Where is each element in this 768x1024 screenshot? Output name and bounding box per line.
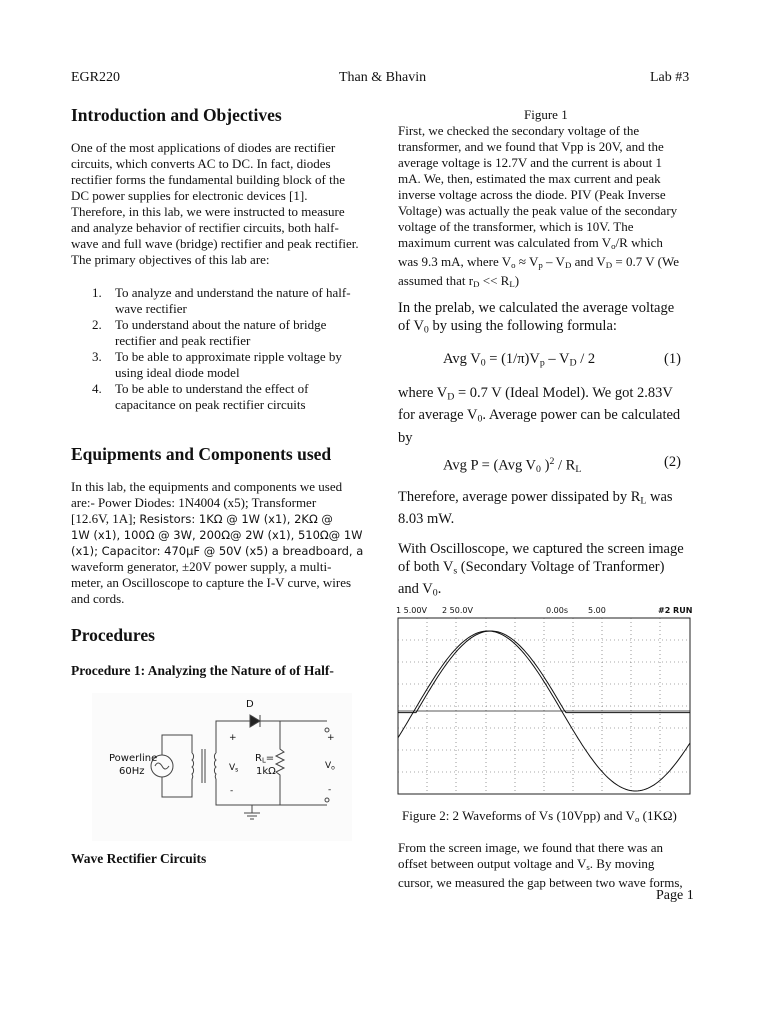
p1-line bbox=[398, 273, 698, 292]
t: / 2 bbox=[576, 351, 596, 367]
vs-label bbox=[229, 763, 238, 774]
procedure1-title: Procedure 1: Analyzing the Nature of of Half- bbox=[71, 663, 334, 678]
objectives-list bbox=[71, 285, 381, 413]
t: offset between output voltage and V bbox=[398, 856, 587, 871]
t: for average V bbox=[398, 407, 478, 424]
header-authors: Than & Bhavin bbox=[339, 70, 427, 85]
t: (Secondary Voltage of Tranformer) bbox=[457, 559, 665, 575]
half-wave-rectifier-circuit bbox=[92, 693, 352, 841]
s: p bbox=[539, 357, 545, 369]
p5-line: With Oscilloscope, we captured the screen image bbox=[398, 541, 684, 557]
objective-item bbox=[71, 381, 381, 413]
t: – V bbox=[542, 254, 565, 270]
equipment-line: waveform generator, ±20V power supply, a multi- bbox=[71, 559, 332, 574]
s: 0 bbox=[480, 357, 486, 369]
rl-text: R bbox=[255, 753, 262, 764]
t: and V bbox=[398, 581, 433, 598]
t: was 9.3 mA, where V bbox=[398, 254, 512, 270]
oscilloscope-screenshot bbox=[396, 606, 696, 796]
t: Therefore, average power dissipated by R bbox=[398, 489, 641, 505]
objective-text: To be able to understand the effect of bbox=[115, 381, 309, 396]
equipment-line: meter, an Oscilloscope to capture the I-V curve, wires bbox=[71, 575, 352, 590]
t: ≈ V bbox=[515, 254, 539, 270]
intro-line: rectifier forms the fundamental building block of the bbox=[71, 172, 345, 187]
equipment-title: Equipments and Components used bbox=[71, 444, 332, 464]
p1-line: transformer, and we found that Vpp is 20V, and the bbox=[398, 139, 664, 154]
p3-line bbox=[398, 406, 708, 428]
equipment-line: are:- Power Diodes: 1N4004 (x5); Transformer bbox=[71, 495, 317, 510]
results-paragraph-6 bbox=[398, 840, 698, 891]
t: of V bbox=[398, 318, 424, 334]
load-resistor bbox=[276, 721, 284, 805]
s: 0 bbox=[477, 413, 483, 425]
objective-item bbox=[71, 349, 381, 381]
p1-line: mA. We, then, estimated the max current and peak bbox=[398, 171, 661, 186]
vs-sub: s bbox=[235, 766, 239, 774]
s: D bbox=[473, 279, 480, 290]
transformer-secondary bbox=[214, 753, 216, 779]
t: – V bbox=[544, 351, 570, 367]
t: /R which bbox=[615, 235, 663, 250]
t: = 0.7 V (We bbox=[612, 254, 679, 270]
s: o bbox=[611, 241, 616, 252]
p5-line bbox=[398, 580, 708, 602]
equipment-text: (x1); Capacitor: 470μF @ 50V (x5) bbox=[71, 544, 269, 558]
intro-paragraph bbox=[71, 140, 381, 268]
objective-text: using ideal diode model bbox=[115, 365, 240, 380]
t: of both V bbox=[398, 559, 454, 575]
equipment-line bbox=[71, 511, 386, 527]
procedure1-title-cont: Wave Rectifier Circuits bbox=[71, 851, 207, 866]
s: p bbox=[538, 260, 543, 271]
p3-line bbox=[398, 384, 708, 406]
objective-number: 3. bbox=[92, 349, 102, 364]
intro-line: Therefore, in this lab, we were instructed to measure bbox=[71, 204, 345, 219]
plus-sign: + bbox=[229, 733, 237, 743]
t: = 0.7 V (Ideal Model). We got 2.83V bbox=[454, 385, 673, 401]
p1-line bbox=[398, 254, 698, 273]
s: D bbox=[605, 260, 613, 271]
objective-item bbox=[71, 317, 381, 349]
s: 0 bbox=[536, 463, 541, 475]
p2-line: In the prelab, we calculated the average voltage bbox=[398, 300, 675, 316]
s: 0 bbox=[423, 324, 429, 336]
p1-line: Voltage) was actually the peak value of the secondary bbox=[398, 203, 678, 218]
procedures-title: Procedures bbox=[71, 625, 155, 645]
p2-line bbox=[398, 317, 708, 339]
objective-text: To be able to approximate ripple voltage by bbox=[115, 349, 342, 364]
page-number: Page 1 bbox=[656, 888, 694, 903]
figure1-caption: Figure 1 bbox=[524, 107, 568, 122]
t: ) bbox=[540, 457, 550, 474]
intro-line: wave and full wave (bridge) rectifier and peak rectifier. bbox=[71, 236, 359, 251]
equation-1-number: (1) bbox=[664, 351, 681, 367]
s: 2 bbox=[549, 456, 555, 467]
t: assumed that r bbox=[398, 273, 474, 289]
p1-line: First, we checked the secondary voltage of the bbox=[398, 123, 640, 138]
t: = (1/π)V bbox=[485, 351, 540, 367]
p1-line: average voltage is 12.7V and the current is about 1 bbox=[398, 155, 663, 170]
intro-title: Introduction and Objectives bbox=[71, 105, 282, 125]
p4-line: 8.03 mW. bbox=[398, 511, 455, 528]
scope-trigger: #2 RUN bbox=[658, 606, 693, 615]
s: s bbox=[453, 565, 458, 577]
intro-line: and analyze behavior of rectifier circuits, both half- bbox=[71, 220, 339, 235]
p6-line bbox=[398, 856, 698, 875]
s: s bbox=[586, 862, 590, 873]
figure2-caption bbox=[402, 808, 677, 827]
objective-text: capacitance on peak rectifier circuits bbox=[115, 397, 306, 412]
t: was bbox=[646, 489, 673, 505]
p1-line: inverse voltage across the diode. PIV (Peak Inverse bbox=[398, 187, 666, 202]
intro-line: DC power supplies for electronic devices [1]. bbox=[71, 188, 308, 203]
vo-text: V bbox=[325, 761, 332, 771]
s: D bbox=[447, 391, 455, 403]
equipment-text: [12.6V, 1A]; bbox=[71, 511, 140, 526]
intro-line: One of the most applications of diodes are rectifier bbox=[71, 140, 336, 155]
objective-text: rectifier and peak rectifier bbox=[115, 333, 251, 348]
equipment-line bbox=[71, 543, 386, 559]
out-plus-sign: + bbox=[327, 733, 335, 743]
header-lab: Lab #3 bbox=[650, 70, 690, 85]
t: / R bbox=[554, 457, 576, 474]
t: . bbox=[437, 581, 442, 598]
powerline-label: Powerline bbox=[109, 753, 158, 764]
transformer-primary bbox=[192, 753, 194, 779]
p3-line: by bbox=[398, 429, 413, 446]
intro-line: The primary objectives of this lab are: bbox=[71, 252, 270, 267]
minus-sign: - bbox=[230, 786, 234, 796]
rl-label bbox=[255, 753, 274, 765]
scope-ch2: 2 50.0V bbox=[442, 606, 473, 615]
equation-2 bbox=[443, 453, 581, 479]
scope-time: 0.00s bbox=[546, 606, 568, 615]
equipment-text: a breadboard, a bbox=[268, 544, 364, 558]
objective-item bbox=[71, 285, 381, 317]
vo-sub: o bbox=[331, 764, 335, 772]
vs-text: V bbox=[229, 763, 236, 773]
s: L bbox=[640, 495, 647, 507]
objective-number: 2. bbox=[92, 317, 102, 332]
p1-line bbox=[398, 235, 698, 254]
t: (1KΩ) bbox=[639, 808, 677, 823]
s: 0 bbox=[432, 587, 438, 599]
t: Figure 2: 2 Waveforms of Vs (10Vpp) and V bbox=[402, 808, 635, 823]
objective-text: wave rectifier bbox=[115, 301, 187, 316]
scope-ch1: 1 5.00V bbox=[396, 606, 427, 615]
s: L bbox=[509, 279, 515, 290]
t: where V bbox=[398, 385, 448, 401]
equipment-line: and cords. bbox=[71, 591, 125, 606]
equipment-line: In this lab, the equipments and components we used bbox=[71, 479, 343, 494]
results-paragraph-4 bbox=[398, 488, 708, 528]
s: o bbox=[511, 260, 516, 271]
p4-line bbox=[398, 488, 708, 510]
s: D bbox=[564, 260, 572, 271]
results-paragraph-5 bbox=[398, 540, 708, 603]
scope-waveforms bbox=[396, 606, 696, 796]
t: by using the following formula: bbox=[428, 318, 617, 334]
equipment-line: 1W (x1), 100Ω @ 3W, 200Ω@ 2W (x1), 510Ω@ 1W bbox=[71, 528, 363, 542]
s: o bbox=[634, 814, 640, 825]
equipment-paragraph bbox=[71, 479, 386, 607]
t: << R bbox=[479, 273, 510, 289]
results-paragraph-3 bbox=[398, 384, 708, 447]
header-course: EGR220 bbox=[71, 70, 120, 85]
t: Avg P = (Avg V bbox=[443, 457, 537, 474]
objective-text: To analyze and understand the nature of half- bbox=[115, 285, 351, 300]
p6-line: From the screen image, we found that there was an bbox=[398, 840, 663, 855]
t: maximum current was calculated from V bbox=[398, 235, 612, 250]
rl-value: 1kΩ bbox=[256, 766, 276, 777]
t: . Average power can be calculated bbox=[482, 407, 681, 424]
intro-line: circuits, which converts AC to DC. In fact, diodes bbox=[71, 156, 331, 171]
equation-1 bbox=[443, 350, 595, 372]
results-paragraph-1 bbox=[398, 123, 698, 293]
rl-sub: L bbox=[261, 756, 266, 765]
objective-number: 1. bbox=[92, 285, 102, 300]
t: and V bbox=[571, 254, 606, 270]
p6-line: cursor, we measured the gap between two wave forms, bbox=[398, 875, 683, 891]
equation-2-number: (2) bbox=[664, 454, 681, 470]
objective-number: 4. bbox=[92, 381, 102, 396]
t: . By moving bbox=[589, 856, 655, 871]
p5-line bbox=[398, 558, 708, 580]
diode-icon bbox=[250, 715, 260, 727]
s: D bbox=[569, 357, 577, 369]
rl-eq: = bbox=[265, 753, 275, 764]
t: Avg V bbox=[443, 351, 481, 367]
diode-label: D bbox=[246, 699, 254, 710]
vo-label bbox=[325, 761, 335, 772]
out-minus-sign: - bbox=[328, 785, 332, 795]
scope-timebase: 5.00 bbox=[588, 606, 606, 615]
p1-line: voltage of the transformer, which is 10V. The bbox=[398, 219, 634, 234]
t: ) bbox=[514, 273, 520, 289]
objective-text: To understand about the nature of bridge bbox=[115, 317, 327, 332]
results-paragraph-2 bbox=[398, 299, 708, 339]
equipment-text: Resistors: 1KΩ @ 1W (x1), 2KΩ @ bbox=[139, 512, 333, 526]
s: L bbox=[575, 463, 582, 475]
frequency-label: 60Hz bbox=[119, 766, 145, 777]
